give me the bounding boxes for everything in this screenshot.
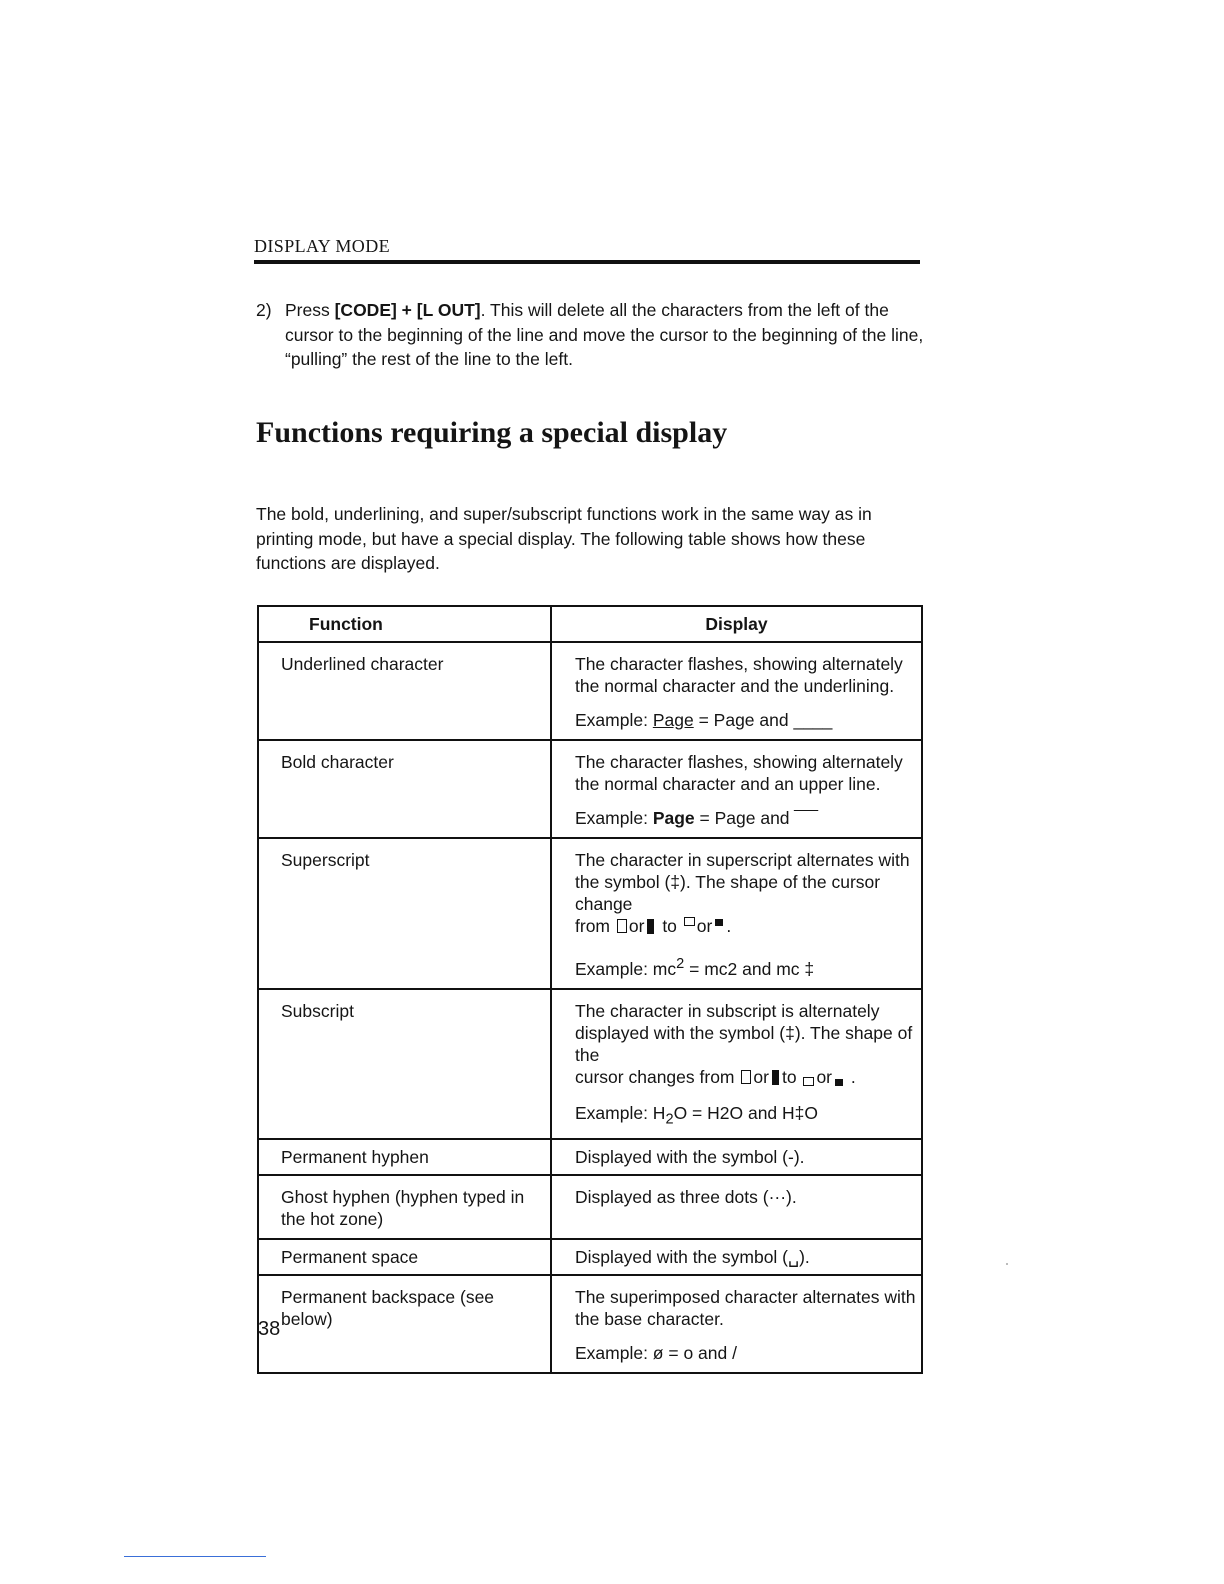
display-text: The character in superscript alternates with the symbol (‡). The shape of the cursor change bbox=[575, 850, 910, 914]
display-cell bbox=[551, 838, 922, 989]
example-prefix: Example: H bbox=[575, 1102, 666, 1123]
example-line bbox=[575, 953, 917, 980]
function-cell: Ghost hyphen (hyphen typed in the hot zone) bbox=[258, 1175, 551, 1239]
table-row bbox=[258, 1139, 922, 1175]
example-word: Page bbox=[652, 710, 694, 730]
cursor-shape-line bbox=[575, 915, 917, 937]
section-title: Functions requiring a special display bbox=[256, 416, 728, 449]
example-line bbox=[575, 807, 917, 829]
function-cell: Underlined character bbox=[258, 642, 551, 740]
cursor-to-label: to bbox=[662, 916, 677, 936]
cursor-outline-icon bbox=[741, 1070, 751, 1084]
cursor-solid-icon bbox=[772, 1070, 779, 1085]
display-cell: Displayed as three dots (···). bbox=[551, 1175, 922, 1239]
functions-table bbox=[257, 605, 923, 1374]
example-prefix: Example: bbox=[575, 808, 648, 828]
cursor-solid-icon bbox=[647, 919, 654, 934]
table-row bbox=[258, 989, 922, 1140]
intro-paragraph: The bold, underlining, and super/subscript functions work in the same way as in printing mode, but have a special display. The following table shows how these functions are displayed. bbox=[256, 504, 872, 573]
intro-step bbox=[256, 298, 926, 372]
example-prefix: Example: mc bbox=[575, 958, 677, 979]
function-cell: Bold character bbox=[258, 740, 551, 838]
cursor-prefix-label: cursor changes from bbox=[575, 1066, 735, 1087]
cursor-raised-solid-icon bbox=[715, 919, 723, 926]
cursor-from-label: from bbox=[575, 916, 610, 936]
section-header: DISPLAY MODE bbox=[254, 236, 390, 256]
step-text bbox=[285, 298, 926, 372]
display-cell bbox=[551, 740, 922, 838]
cursor-or-label: or bbox=[753, 1066, 769, 1087]
example-line bbox=[575, 1102, 917, 1131]
page-number: 38 bbox=[258, 1318, 281, 1340]
cursor-or-label: or bbox=[628, 916, 645, 936]
display-cell: Displayed with the symbol (␣). bbox=[551, 1239, 922, 1275]
column-header-function: Function bbox=[258, 606, 551, 642]
cursor-or-label: or bbox=[816, 1066, 832, 1087]
table-row bbox=[258, 838, 922, 989]
function-cell: Subscript bbox=[258, 989, 551, 1140]
table-row bbox=[258, 1239, 922, 1275]
step-keys: [CODE] + [L OUT] bbox=[334, 300, 481, 320]
scan-speck bbox=[1006, 1263, 1008, 1265]
display-cell bbox=[551, 1275, 922, 1373]
step-press: Press bbox=[285, 300, 330, 320]
example-rest: = mc2 and mc ‡ bbox=[689, 958, 815, 979]
function-cell: Permanent space bbox=[258, 1239, 551, 1275]
cursor-raised-outline-icon bbox=[684, 917, 695, 926]
overline-symbol: ‾‾‾‾ bbox=[794, 808, 818, 828]
example-rest: O = H2O and H‡O bbox=[673, 1102, 819, 1123]
cursor-end-period: . bbox=[850, 1066, 856, 1087]
display-text: The character flashes, showing alternately the normal character and an upper line. bbox=[575, 752, 903, 794]
bottom-rule bbox=[124, 1556, 266, 1557]
cursor-shape-line bbox=[575, 1066, 917, 1088]
table-row bbox=[258, 740, 922, 838]
cursor-or-label: or bbox=[696, 916, 713, 936]
example-line: Example: ø = o and / bbox=[575, 1343, 737, 1364]
cursor-end-period: . bbox=[726, 916, 732, 936]
example-superscript: 2 bbox=[676, 956, 685, 972]
function-cell: Superscript bbox=[258, 838, 551, 989]
cursor-lowered-solid-icon bbox=[835, 1079, 843, 1086]
display-text: The character flashes, showing alternately the normal character and the underlining. bbox=[575, 654, 903, 696]
display-text: The character in subscript is alternately displayed with the symbol (‡). The shape of the bbox=[575, 1000, 913, 1065]
cursor-to-label: to bbox=[781, 1066, 797, 1087]
table-header-row bbox=[258, 606, 922, 642]
table-row bbox=[258, 1175, 922, 1239]
cursor-outline-icon bbox=[617, 919, 627, 933]
column-header-display: Display bbox=[551, 606, 922, 642]
function-cell: Permanent hyphen bbox=[258, 1139, 551, 1175]
display-text: The superimposed character alternates with the base character. bbox=[575, 1287, 916, 1330]
example-rest: = Page and bbox=[698, 710, 789, 730]
example-line bbox=[575, 709, 917, 731]
underline-symbol: ____ bbox=[793, 710, 833, 730]
example-prefix: Example: bbox=[575, 710, 648, 730]
example-rest: = Page and bbox=[699, 808, 790, 828]
example-subscript: 2 bbox=[665, 1111, 674, 1128]
cursor-lowered-outline-icon bbox=[803, 1077, 814, 1086]
step-number: 2) bbox=[256, 300, 272, 320]
function-cell: Permanent backspace (see below) bbox=[258, 1275, 551, 1373]
example-word: Page bbox=[652, 808, 695, 828]
header-rule bbox=[254, 260, 920, 264]
step-rest: . This will delete all the characters from the left of the cursor to the beginning of the line and move the cursor to the beginning of the line, “pulling” the rest of the line to the left. bbox=[285, 300, 924, 369]
display-cell bbox=[551, 989, 922, 1140]
display-cell: Displayed with the symbol (‐). bbox=[551, 1139, 922, 1175]
display-cell bbox=[551, 642, 922, 740]
table-row bbox=[258, 642, 922, 740]
table-row bbox=[258, 1275, 922, 1373]
